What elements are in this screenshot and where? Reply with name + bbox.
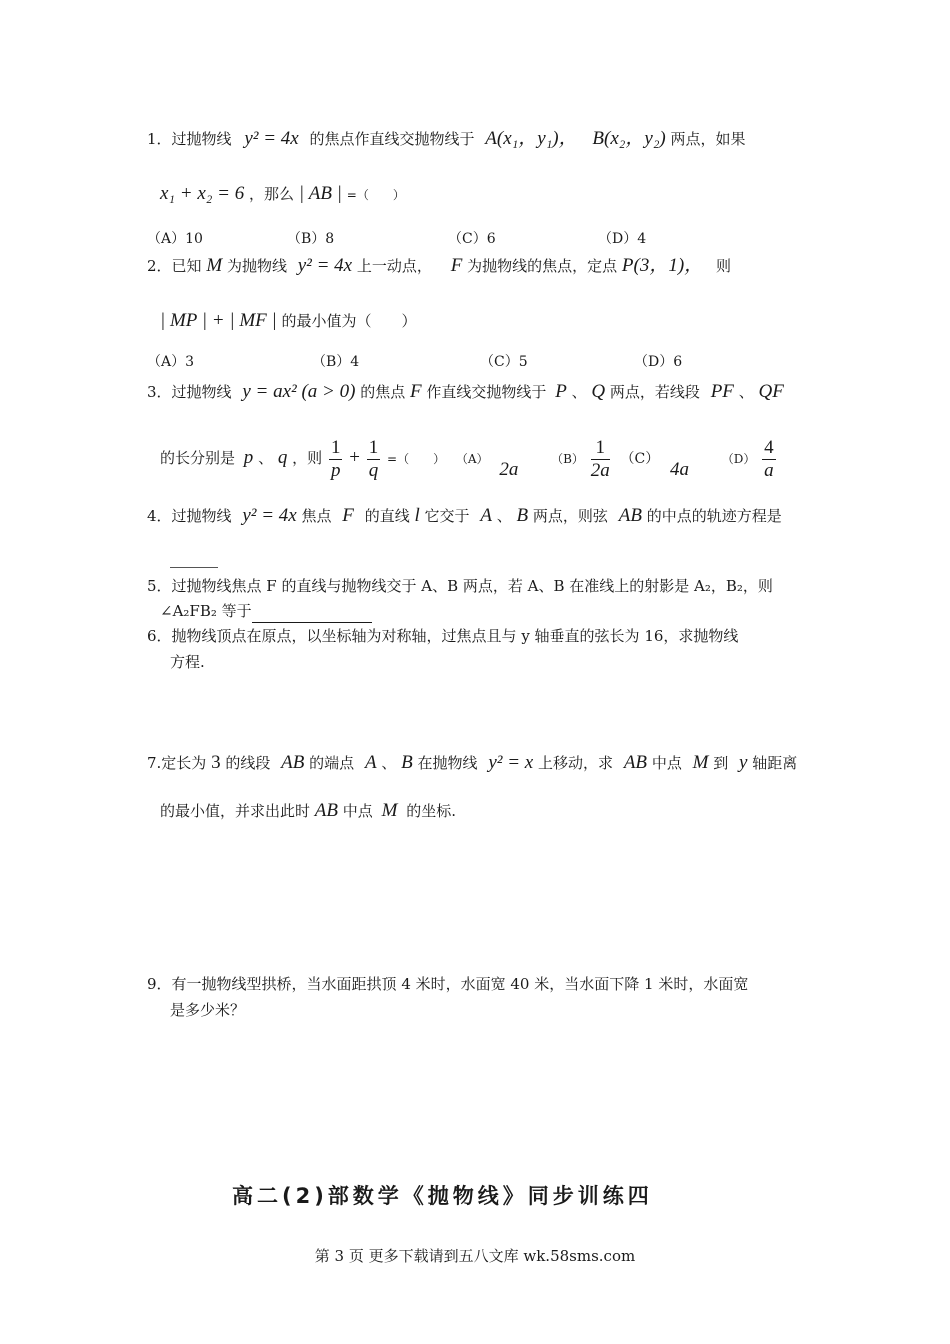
q2-text-1: 为抛物线 [226, 257, 287, 275]
q7-text-2: 的端点 [309, 754, 355, 772]
q7-text-6: 到 [713, 754, 729, 772]
q3-plus: + [349, 447, 360, 468]
q3-fraction-1-over-q [367, 437, 381, 482]
q3-fraction-1-over-p [329, 437, 343, 482]
q4-answer-blank[interactable] [170, 567, 218, 568]
q4-text-3: 它交于 [424, 507, 470, 525]
page-footer: 第 3 页 更多下载请到五八文库 wk.58sms.com [314, 1247, 636, 1265]
q1-equation: y² = 4x [244, 128, 299, 149]
question-4-line-1 [147, 505, 782, 527]
q5-angle-text: ∠A₂FB₂ 等于 [160, 602, 252, 620]
q7-text-4: 上移动，求 [538, 754, 614, 772]
q4-focus-f: F [342, 505, 354, 526]
q7-text-10: 的坐标. [406, 802, 456, 820]
q4-separator: 、 [496, 507, 512, 525]
q3-option-c-value: 4a [669, 459, 689, 480]
q7-axis-y: y [739, 752, 748, 773]
q1-condition: x₁ + x₂ = 6 [160, 183, 245, 204]
q3-option-d-numerator: 4 [764, 436, 774, 458]
q5-answer-blank[interactable] [252, 600, 372, 623]
q2-option-d: （D）6 [634, 354, 683, 370]
q3-option-d-denominator: a [764, 459, 774, 481]
q3-option-a-value: 2a [499, 459, 519, 480]
q4-point-a: A [480, 505, 492, 526]
q2-point-m: M [206, 255, 223, 276]
q2-option-b: （B）4 [312, 354, 360, 370]
q2-option-c: （C）5 [480, 354, 528, 370]
q3-text-1: 的焦点 [360, 383, 406, 401]
q3-focus-f: F [410, 381, 422, 402]
q4-chord-ab: AB [618, 505, 642, 526]
q1-point-b: B(x₂，y₂) [592, 128, 666, 149]
q3-option-c-label: （C） [620, 451, 660, 467]
question-9-line-1: 9．有一抛物线型拱桥，当水面距拱顶 4 米时，水面宽 40 米，当水面下降 1 米时，水面宽 [147, 975, 749, 993]
q2-ask: 的最小值为（ ） [281, 312, 417, 330]
question-6-line-2: 方程. [170, 653, 205, 671]
q7-segment-ab: AB [281, 752, 305, 773]
q1-option-a: （A）10 [147, 231, 203, 247]
q3-length-p: p [243, 447, 254, 468]
q7-point-a: A [364, 752, 377, 773]
question-5-line-2 [160, 600, 372, 623]
q3-separator: 、 [571, 383, 587, 401]
q1-text: 的焦点作直线交抛物线于 [309, 130, 475, 148]
q7-segment-ab-2: AB [623, 752, 648, 773]
question-2-line-2 [160, 310, 417, 332]
q3-frac1-numerator: 1 [330, 436, 341, 458]
question-6-line-1: 6．抛物线顶点在原点，以坐标轴为对称轴，过焦点且与 y 轴垂直的弦长为 16，求抛物线 [147, 627, 739, 645]
q1-prefix: 1．过抛物线 [147, 130, 232, 148]
q4-equation: y² = 4x [242, 505, 297, 526]
q3-separator-3: 、 [258, 449, 274, 467]
q2-text-2: 上一动点， [356, 257, 432, 275]
q3-frac2-numerator: 1 [368, 436, 379, 458]
q3-text-5: ，则 [292, 449, 323, 467]
q3-segment-qf: QF [758, 381, 784, 402]
q3-point-q: Q [591, 381, 606, 402]
question-5-line-1: 5．过抛物线焦点 F 的直线与抛物线交于 A、B 两点，若 A、B 在准线上的射影是 A₂，B₂，则 [147, 577, 773, 595]
question-3-line-1 [147, 381, 784, 403]
q3-text-2: 作直线交抛物线于 [426, 383, 547, 401]
q3-separator-2: 、 [738, 383, 754, 401]
q7-prefix: 7.定长为 [147, 754, 207, 772]
q3-segment-pf: PF [710, 381, 734, 402]
q1-point-a: A(x₁，y₁)， [485, 128, 578, 149]
q4-text-5: 的中点的轨迹方程是 [646, 507, 782, 525]
q7-segment-ab-3: AB [314, 800, 339, 821]
q3-text-4: 的长分别是 [160, 449, 236, 467]
q2-focus-f: F [450, 255, 463, 276]
q3-point-p: P [555, 381, 567, 402]
q3-frac1-denominator: p [330, 459, 341, 481]
section-title: 高二(2)部数学《抛物线》同步训练四 [232, 1184, 653, 1208]
q7-text-5: 中点 [651, 754, 682, 772]
q4-line-l: l [414, 505, 420, 526]
q2-text-4: 则 [715, 257, 731, 275]
question-2-line-1 [147, 255, 731, 277]
q1-option-b: （B）8 [287, 231, 335, 247]
q3-option-d-label: （D） [721, 452, 756, 466]
q7-length-3: 3 [211, 752, 221, 773]
q3-frac2-denominator: q [368, 459, 379, 481]
q2-equation: y² = 4x [297, 255, 353, 276]
q7-text-1: 的线段 [225, 754, 271, 772]
q7-midpoint-m: M [692, 752, 709, 773]
q3-option-a-label: （A） [455, 452, 489, 466]
question-9-line-2: 是多少米？ [170, 1001, 246, 1019]
q3-equation: y = ax² (a > 0) [242, 381, 356, 402]
q3-option-b-label: （B） [551, 452, 584, 466]
question-1-line-2 [160, 183, 405, 206]
q7-text-7: 轴距离 [752, 754, 798, 772]
q2-prefix: 2．已知 [147, 257, 202, 275]
q1-option-c: （C）6 [448, 231, 496, 247]
q1-text-end: 两点，如果 [670, 130, 746, 148]
q7-midpoint-m-2: M [381, 800, 398, 821]
question-7-line-1 [147, 752, 797, 774]
q4-text-2: 的直线 [364, 507, 410, 525]
q4-point-b: B [516, 505, 529, 526]
q3-option-b-numerator: 1 [591, 437, 610, 460]
q3-text-3: 两点，若线段 [609, 383, 700, 401]
q4-text-4: 两点，则弦 [532, 507, 608, 525]
q7-equation: y² = x [488, 752, 534, 773]
q4-text-1: 焦点 [301, 507, 332, 525]
q1-paren: =（ ） [346, 188, 405, 202]
q3-option-b-denominator: 2a [590, 459, 610, 481]
question-3-line-2 [160, 436, 778, 482]
q2-text-3: 为抛物线的焦点，定点 [467, 257, 618, 275]
q7-text-3: 在抛物线 [417, 754, 478, 772]
q7-text-8: 的最小值，并求出此时 [160, 802, 311, 820]
q1-abs-ab: | AB | [298, 183, 342, 204]
q3-length-q: q [277, 447, 288, 468]
question-1-line-1 [147, 128, 746, 150]
q3-prefix: 3．过抛物线 [147, 383, 232, 401]
q7-point-b: B [401, 752, 413, 773]
q1-ask: ，那么 [249, 185, 295, 203]
q3-option-d-fraction [762, 437, 776, 482]
q2-expression: | MP | + | MF | [160, 310, 277, 331]
q3-option-b-fraction [591, 437, 610, 482]
q3-paren: =（ ） [387, 452, 446, 466]
q2-option-a: （A）3 [147, 354, 195, 370]
q7-separator: 、 [381, 754, 397, 772]
question-7-line-2 [160, 800, 456, 822]
q1-option-d: （D）4 [598, 231, 647, 247]
q7-text-9: 中点 [342, 802, 373, 820]
q2-point-p: P(3，1)， [621, 255, 704, 276]
q4-prefix: 4．过抛物线 [147, 507, 232, 525]
